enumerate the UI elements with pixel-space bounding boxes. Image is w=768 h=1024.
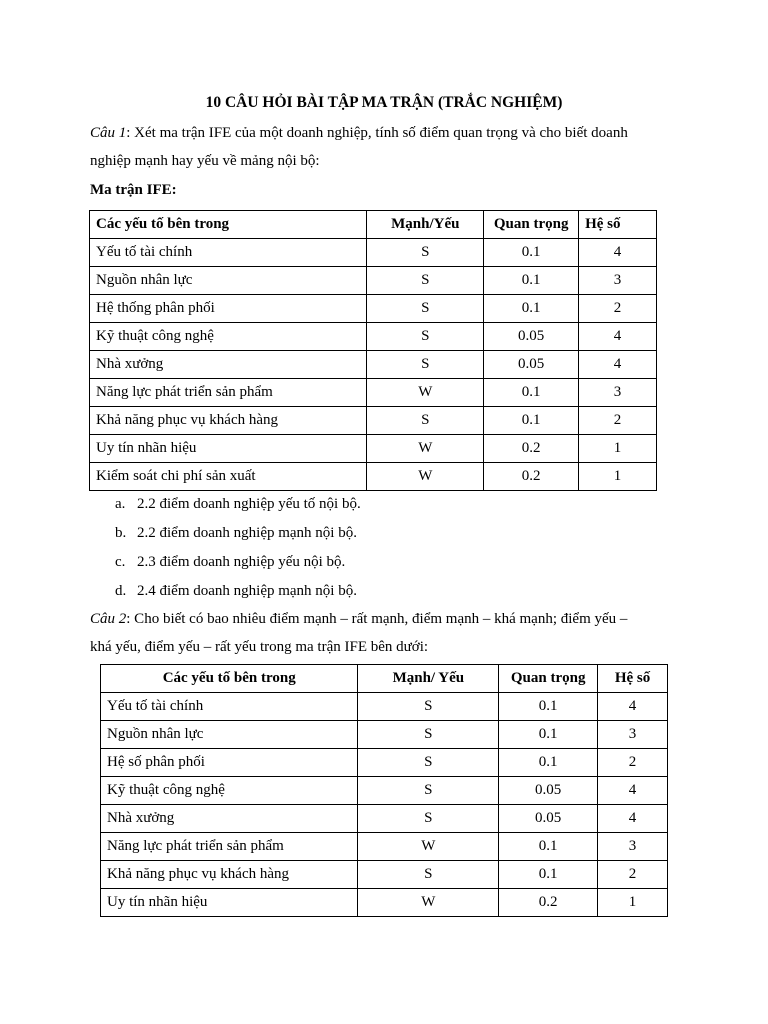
option-letter: b. xyxy=(115,525,127,541)
strength-cell: S xyxy=(367,267,484,295)
weight-cell: 0.1 xyxy=(499,749,598,777)
weight-cell: 0.05 xyxy=(484,351,579,379)
strength-cell: W xyxy=(367,463,484,491)
factor-cell: Khả năng phục vụ khách hàng xyxy=(101,861,358,889)
option-letter: a. xyxy=(115,496,126,512)
rating-cell: 4 xyxy=(598,777,668,805)
table-header-row xyxy=(101,665,668,693)
table-header-row xyxy=(90,211,657,239)
factor-cell: Năng lực phát triển sản phẩm xyxy=(90,379,367,407)
header-cell: Quan trọng xyxy=(499,665,598,693)
option-text: 2.4 điểm doanh nghiệp mạnh nội bộ. xyxy=(137,583,357,599)
table-row xyxy=(90,379,657,407)
factor-cell: Uy tín nhãn hiệu xyxy=(101,889,358,917)
q1-ife-table xyxy=(89,210,657,491)
table-row xyxy=(90,407,657,435)
strength-cell: S xyxy=(358,777,499,805)
factor-cell: Hệ số phân phối xyxy=(101,749,358,777)
header-cell: Các yếu tố bên trong xyxy=(101,665,358,693)
table-row xyxy=(101,805,668,833)
factor-cell: Nguồn nhân lực xyxy=(90,267,367,295)
strength-cell: W xyxy=(358,833,499,861)
rating-cell: 3 xyxy=(579,379,657,407)
rating-cell: 3 xyxy=(579,267,657,295)
rating-cell: 3 xyxy=(598,833,668,861)
strength-cell: S xyxy=(367,351,484,379)
option-a[interactable] xyxy=(115,492,361,521)
factor-cell: Nhà xưởng xyxy=(90,351,367,379)
table-row xyxy=(90,267,657,295)
table-row xyxy=(101,749,668,777)
rating-cell: 2 xyxy=(579,295,657,323)
table-row xyxy=(101,833,668,861)
header-cell: Các yếu tố bên trong xyxy=(90,211,367,239)
option-letter: d. xyxy=(115,583,127,599)
weight-cell: 0.2 xyxy=(484,435,579,463)
option-text: 2.3 điểm doanh nghiệp yếu nội bộ. xyxy=(137,554,346,570)
weight-cell: 0.1 xyxy=(484,379,579,407)
weight-cell: 0.1 xyxy=(499,721,598,749)
factor-cell: Yếu tố tài chính xyxy=(101,693,358,721)
rating-cell: 4 xyxy=(598,693,668,721)
table-row xyxy=(101,693,668,721)
weight-cell: 0.1 xyxy=(484,267,579,295)
option-d[interactable] xyxy=(115,579,361,608)
weight-cell: 0.1 xyxy=(499,861,598,889)
rating-cell: 2 xyxy=(598,749,668,777)
factor-cell: Khả năng phục vụ khách hàng xyxy=(90,407,367,435)
page-title: 10 CÂU HỎI BÀI TẬP MA TRẬN (TRẮC NGHIỆM) xyxy=(205,94,563,111)
table-row xyxy=(90,295,657,323)
factor-cell: Nhà xưởng xyxy=(101,805,358,833)
table-row xyxy=(90,463,657,491)
rating-cell: 3 xyxy=(598,721,668,749)
strength-cell: W xyxy=(367,435,484,463)
factor-cell: Yếu tố tài chính xyxy=(90,239,367,267)
rating-cell: 1 xyxy=(579,435,657,463)
weight-cell: 0.1 xyxy=(484,295,579,323)
q1-label: Câu 1 xyxy=(90,125,127,141)
q1-text-line2: nghiệp mạnh hay yếu về mảng nội bộ: xyxy=(90,153,320,169)
header-cell: Hệ số xyxy=(598,665,668,693)
weight-cell: 0.2 xyxy=(484,463,579,491)
weight-cell: 0.1 xyxy=(499,833,598,861)
q1-subheading: Ma trận IFE: xyxy=(90,182,177,198)
table-row xyxy=(101,721,668,749)
q1-prompt xyxy=(90,119,690,175)
rating-cell: 4 xyxy=(598,805,668,833)
header-cell: Mạnh/Yếu xyxy=(367,211,484,239)
factor-cell: Nguồn nhân lực xyxy=(101,721,358,749)
rating-cell: 2 xyxy=(598,861,668,889)
weight-cell: 0.05 xyxy=(499,805,598,833)
q2-text-line2: khá yếu, điểm yếu – rất yếu trong ma trận IFE bên dưới: xyxy=(90,639,429,655)
header-cell: Mạnh/ Yếu xyxy=(358,665,499,693)
rating-cell: 1 xyxy=(598,889,668,917)
rating-cell: 4 xyxy=(579,323,657,351)
q2-ife-table xyxy=(100,664,668,917)
factor-cell: Kỹ thuật công nghệ xyxy=(90,323,367,351)
table-row xyxy=(90,323,657,351)
strength-cell: W xyxy=(367,379,484,407)
weight-cell: 0.1 xyxy=(484,407,579,435)
weight-cell: 0.2 xyxy=(499,889,598,917)
rating-cell: 1 xyxy=(579,463,657,491)
table-row xyxy=(101,889,668,917)
strength-cell: S xyxy=(358,721,499,749)
factor-cell: Năng lực phát triển sản phẩm xyxy=(101,833,358,861)
strength-cell: S xyxy=(358,749,499,777)
option-c[interactable] xyxy=(115,550,361,579)
weight-cell: 0.1 xyxy=(499,693,598,721)
option-b[interactable] xyxy=(115,521,361,550)
table-row xyxy=(90,351,657,379)
factor-cell: Uy tín nhãn hiệu xyxy=(90,435,367,463)
header-cell: Quan trọng xyxy=(484,211,579,239)
table-row xyxy=(90,239,657,267)
weight-cell: 0.05 xyxy=(484,323,579,351)
header-cell: Hệ số xyxy=(579,211,657,239)
strength-cell: S xyxy=(358,805,499,833)
strength-cell: W xyxy=(358,889,499,917)
q1-text-line1: : Xét ma trận IFE của một doanh nghiệp, tính số điểm quan trọng và cho biết doanh xyxy=(126,125,628,141)
q2-prompt xyxy=(90,605,690,661)
factor-cell: Hệ thống phân phối xyxy=(90,295,367,323)
strength-cell: S xyxy=(367,407,484,435)
strength-cell: S xyxy=(358,861,499,889)
q1-options xyxy=(115,492,361,608)
q2-label: Câu 2 xyxy=(90,611,127,627)
factor-cell: Kiểm soát chi phí sản xuất xyxy=(90,463,367,491)
table-row xyxy=(90,435,657,463)
strength-cell: S xyxy=(358,693,499,721)
weight-cell: 0.05 xyxy=(499,777,598,805)
q2-text-line1: : Cho biết có bao nhiêu điểm mạnh – rất mạnh, điểm mạnh – khá mạnh; điểm yếu – xyxy=(126,611,628,627)
table-row xyxy=(101,777,668,805)
option-text: 2.2 điểm doanh nghiệp yếu tố nội bộ. xyxy=(137,496,361,512)
strength-cell: S xyxy=(367,323,484,351)
rating-cell: 4 xyxy=(579,239,657,267)
option-text: 2.2 điểm doanh nghiệp mạnh nội bộ. xyxy=(137,525,357,541)
table-row xyxy=(101,861,668,889)
strength-cell: S xyxy=(367,239,484,267)
rating-cell: 4 xyxy=(579,351,657,379)
factor-cell: Kỹ thuật công nghệ xyxy=(101,777,358,805)
weight-cell: 0.1 xyxy=(484,239,579,267)
option-letter: c. xyxy=(115,554,126,570)
rating-cell: 2 xyxy=(579,407,657,435)
strength-cell: S xyxy=(367,295,484,323)
